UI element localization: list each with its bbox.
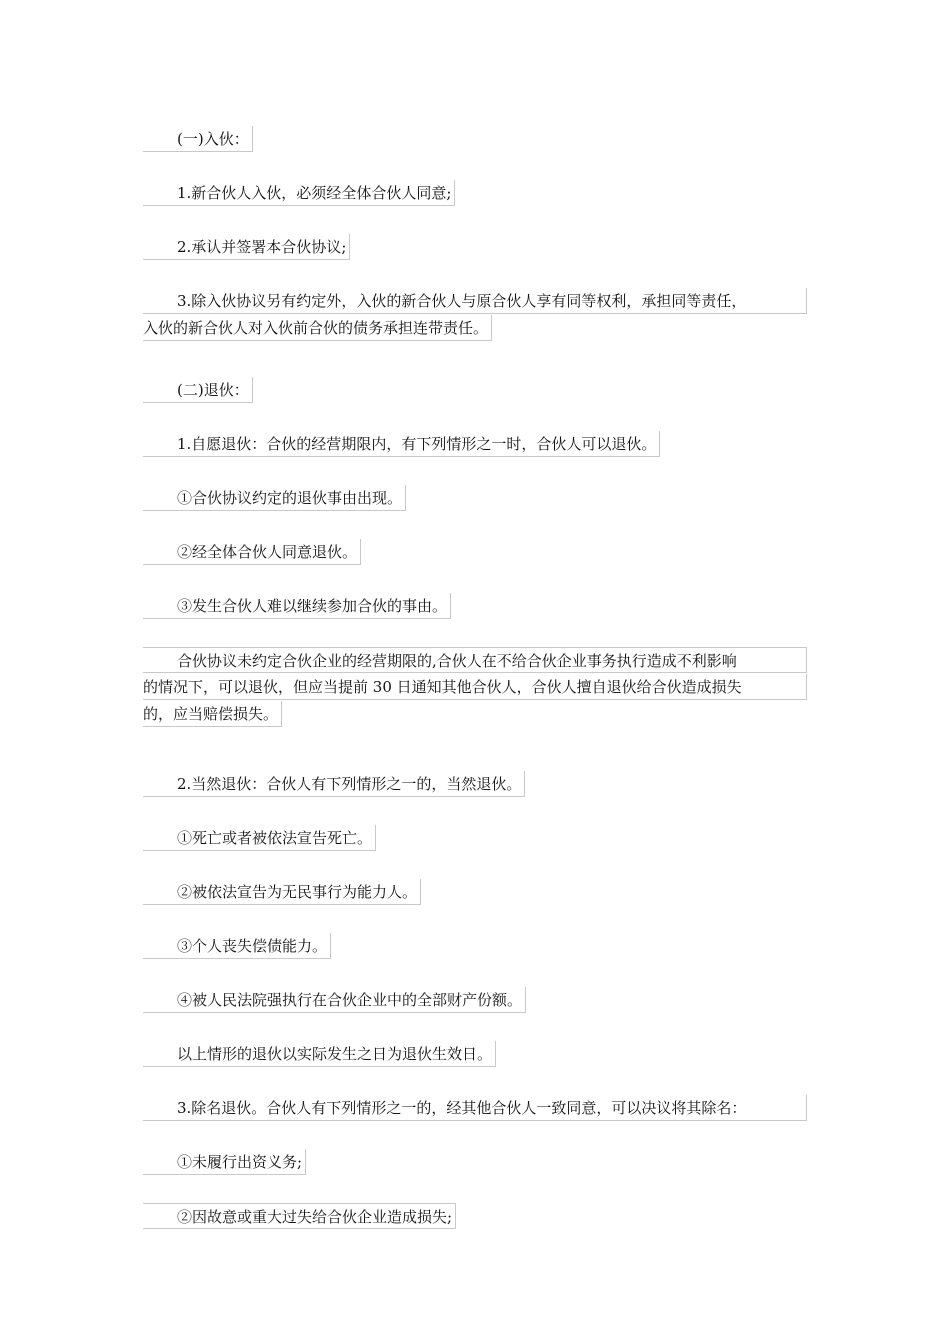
paragraph-line: ①未履行出资义务;	[143, 1149, 306, 1175]
paragraph-line: ④被人民法院强执行在合伙企业中的全部财产份额。	[143, 987, 526, 1013]
list-item-voluntary-1	[143, 485, 807, 512]
paragraph-line: ②经全体合伙人同意退伙。	[143, 539, 361, 565]
paragraph-line: ①死亡或者被依法宣告死亡。	[143, 825, 376, 851]
list-item-voluntary-3	[143, 593, 807, 620]
list-item-expulsion-1	[143, 1149, 807, 1176]
paragraph-line: ③发生合伙人难以继续参加合伙的事由。	[143, 593, 451, 619]
paragraph-no-term-withdrawal	[143, 647, 807, 728]
paragraph-line: 以上情形的退伙以实际发生之日为退伙生效日。	[143, 1041, 496, 1067]
paragraph-expulsion	[143, 1095, 807, 1122]
paragraph-line: 2.承认并签署本合伙协议;	[143, 234, 350, 260]
paragraph-line: 合伙协议未约定合伙企业的经营期限的,合伙人在不给合伙企业事务执行造成不利影响	[143, 647, 807, 673]
section-heading-withdrawal	[143, 377, 807, 404]
list-item-automatic-2	[143, 879, 807, 906]
paragraph-line: ②因故意或重大过失给合伙企业造成损失;	[143, 1203, 456, 1229]
paragraph-line: ①合伙协议约定的退伙事由出现。	[143, 485, 406, 511]
paragraph-line: 的，应当赔偿损失。	[143, 701, 282, 727]
section-heading-admission	[143, 126, 807, 153]
list-item-automatic-3	[143, 933, 807, 960]
paragraph-line: 3.除名退伙。合伙人有下列情形之一的，经其他合伙人一致同意，可以决议将其除名：	[143, 1095, 807, 1121]
paragraph-voluntary-withdrawal	[143, 431, 807, 458]
paragraph-line: 的情况下，可以退伙，但应当提前 30 日通知其他合伙人，合伙人擅自退伙给合伙造成损失	[143, 674, 807, 700]
paragraph-line: 2.当然退伙：合伙人有下列情形之一的，当然退伙。	[143, 771, 525, 797]
paragraph-admission-1	[143, 180, 807, 207]
list-item-expulsion-2	[143, 1203, 807, 1230]
paragraph-admission-3	[143, 288, 807, 342]
paragraph-line: ②被依法宣告为无民事行为能力人。	[143, 879, 421, 905]
paragraph-line: (一)入伙：	[143, 126, 253, 152]
paragraph-line: 入伙的新合伙人对入伙前合伙的债务承担连带责任。	[143, 315, 492, 341]
paragraph-effective-date	[143, 1041, 807, 1068]
paragraph-line: ③个人丧失偿债能力。	[143, 933, 331, 959]
paragraph-line: (二)退伙：	[143, 377, 253, 403]
list-item-automatic-4	[143, 987, 807, 1014]
paragraph-admission-2	[143, 234, 807, 261]
paragraph-line: 3.除入伙协议另有约定外，入伙的新合伙人与原合伙人享有同等权利，承担同等责任，	[143, 288, 807, 314]
list-item-voluntary-2	[143, 539, 807, 566]
paragraph-line: 1.新合伙人入伙，必须经全体合伙人同意;	[143, 180, 455, 206]
paragraph-line: 1.自愿退伙：合伙的经营期限内，有下列情形之一时，合伙人可以退伙。	[143, 431, 660, 457]
list-item-automatic-1	[143, 825, 807, 852]
paragraph-automatic-withdrawal	[143, 771, 807, 798]
